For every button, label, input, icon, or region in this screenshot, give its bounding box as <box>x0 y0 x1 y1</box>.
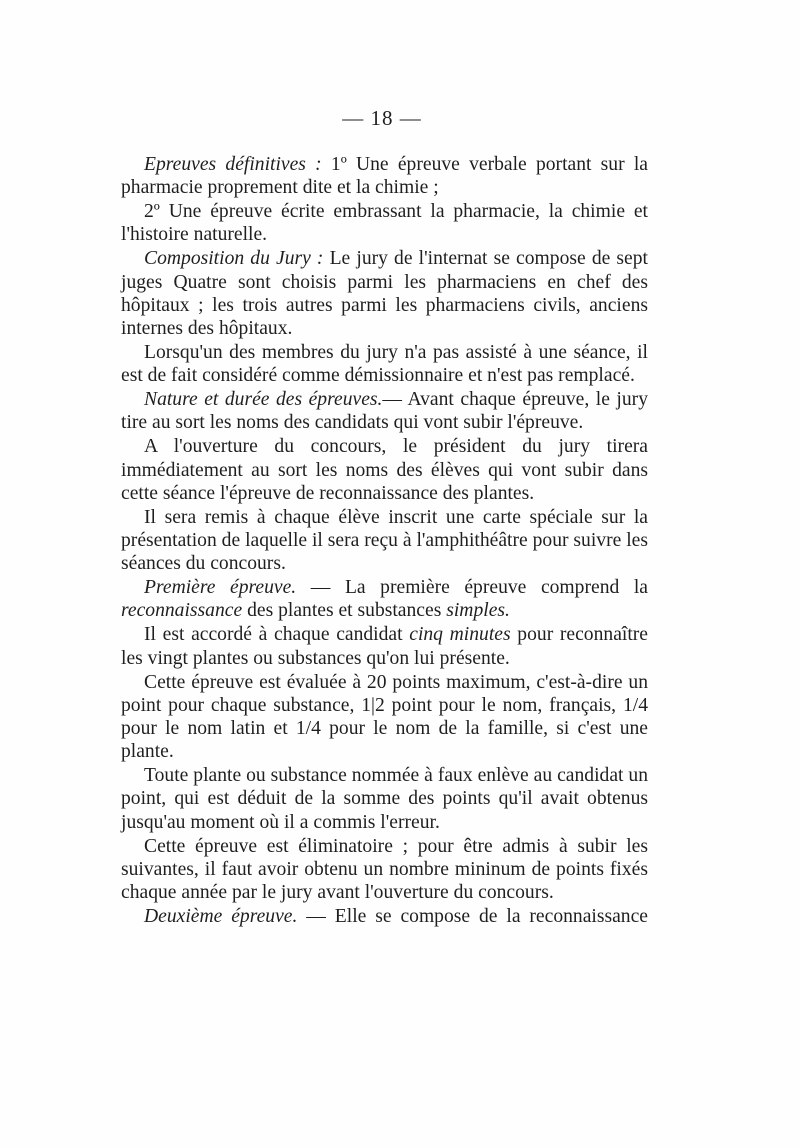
paragraph-text: — Elle se compose de la reconnaissance <box>297 906 648 928</box>
paragraph <box>121 671 648 764</box>
page-number: — 18 — <box>342 106 422 130</box>
paragraph-text: des plantes et substances <box>242 600 447 622</box>
paragraph-text: Toute plante ou substance nommée à faux enlève au candidat un point, qui est déduit de la somme des points qu'il avait obtenus jusqu'au moment où il a commis l'erreur. <box>121 765 648 833</box>
paragraph-heading: Deuxième épreuve. <box>144 906 298 928</box>
paragraph-heading: Composition du Jury : <box>144 248 324 270</box>
paragraph <box>121 835 648 905</box>
paragraph-text: — Avant chaque épreuve, le jury tire au sort les noms des candidats qui vont subir l'épreuve. <box>121 389 648 434</box>
paragraph <box>121 153 648 199</box>
paragraph-text: 2º Une épreuve écrite embrassant la pharmacie, la chimie et l'histoire naturelle. <box>121 201 648 246</box>
paragraph <box>121 623 648 669</box>
paragraph <box>121 388 648 434</box>
body-text <box>121 153 648 928</box>
paragraph-text: — La première épreuve comprend la <box>296 577 648 599</box>
paragraph-text: Cette épreuve est évaluée à 20 points maximum, c'est-à-dire un point pour chaque substance, 1|2 point pour le nom, français, 1/4 pour le nom latin et 1/4 pour le nom de la famille, si c'est une plante. <box>121 671 648 763</box>
paragraph <box>121 435 648 505</box>
paragraph <box>121 905 648 928</box>
paragraph-heading: Nature et durée des épreuves. <box>144 389 383 411</box>
paragraph <box>121 200 648 246</box>
emphasized-term: simples. <box>446 600 510 622</box>
paragraph <box>121 247 648 340</box>
paragraph <box>121 764 648 834</box>
paragraph-text: A l'ouverture du concours, le président du jury tirera immédiatement au sort les noms des élèves qui vont subir dans cette séance l'épreuve de reconnaissance des plantes. <box>121 436 648 504</box>
paragraph-heading: Première épreuve. <box>144 577 297 599</box>
paragraph-text: 1º Une épreuve verbale portant sur la pharmacie proprement dite et la chimie ; <box>121 154 648 199</box>
paragraph <box>121 576 648 622</box>
paragraph-heading: Epreuves définitives : <box>144 154 322 175</box>
paragraph <box>121 341 648 387</box>
paragraph <box>121 506 648 576</box>
paragraph-text: pour reconnaître les vingt plantes ou substances qu'on lui présente. <box>121 624 649 669</box>
paragraph-text: Le jury de l'internat se compose de sept juges Quatre sont choisis parmi les pharmaciens en chef des hôpitaux ; les trois autres parmi les pharmaciens civils, anciens internes des hôpitaux. <box>121 248 648 340</box>
emphasized-term: cinq minutes <box>409 624 511 646</box>
paragraph-text: Il sera remis à chaque élève inscrit une carte spéciale sur la présentation de laquelle il sera reçu à l'amphithéâtre pour suivre les séances du concours. <box>121 506 648 575</box>
paragraph-text: Cette épreuve est éliminatoire ; pour être admis à subir les suivantes, il faut avoir obtenu un nombre mininum de points fixés chaque année par le jury avant l'ouverture du concours. <box>121 835 648 904</box>
paragraph-text: Lorsqu'un des membres du jury n'a pas assisté à une séance, il est de fait considéré comme démissionnaire et n'est pas remplacé. <box>121 342 648 387</box>
emphasized-term: reconnaissance <box>121 600 243 622</box>
paragraph-text: Il est accordé à chaque candidat <box>144 624 410 646</box>
